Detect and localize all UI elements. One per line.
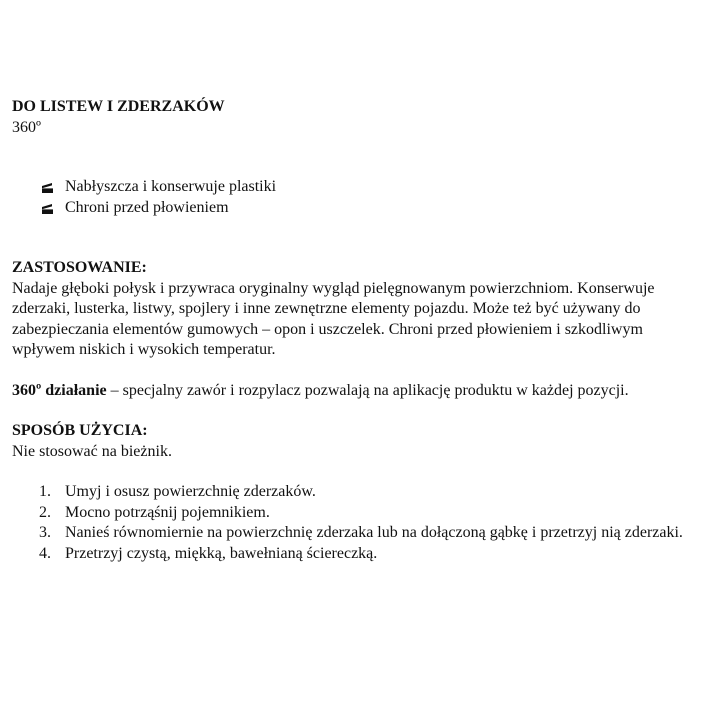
clapperboard-bullet-icon bbox=[42, 204, 53, 214]
bullet-text: Nabłyszcza i konserwuje plastiki bbox=[65, 178, 277, 195]
steps-list bbox=[12, 482, 702, 564]
step-text: Mocno potrząśnij pojemnikiem. bbox=[65, 503, 270, 521]
feature-section bbox=[12, 381, 702, 402]
usage-paragraph: Nadaje głęboki połysk i przywraca oryginalny wygląd pielęgnowanym powierzchniom. Konserwuje zderzaki, lusterka, listwy, spojlery i inne zewnętrzne elementy pojazdu. Może też być używany do zabezpieczania elementów gumowych – opon i uszczelek. Chroni przed płowieniem i szkodliwym wpływem niskich i wysokich temperatur. bbox=[12, 279, 655, 358]
step-number: 1. bbox=[39, 483, 51, 500]
feature-bullet-list bbox=[12, 177, 702, 218]
usage-section bbox=[12, 258, 702, 361]
feature-text: – specjalny zawór i rozpylacz pozwalają na aplikację produktu w każdej pozycji. bbox=[106, 381, 629, 399]
document-body bbox=[12, 97, 702, 564]
step-text: Nanieś równomiernie na powierzchnię zderzaka lub na dołączoną gąbkę i przetrzyj nią zderzaki. bbox=[65, 524, 683, 541]
bullet-text: Chroni przed płowieniem bbox=[65, 198, 229, 216]
clapperboard-bullet-icon bbox=[42, 183, 53, 193]
method-heading: SPOSÓB UŻYCIA: bbox=[12, 422, 148, 439]
usage-heading: ZASTOSOWANIE: bbox=[12, 259, 147, 276]
document-subtitle: 360º bbox=[12, 118, 41, 136]
method-note: Nie stosować na bieżnik. bbox=[12, 442, 172, 460]
list-item bbox=[12, 177, 702, 198]
method-section bbox=[12, 421, 702, 564]
list-item bbox=[12, 523, 702, 544]
step-number: 3. bbox=[39, 524, 51, 541]
step-number: 4. bbox=[39, 544, 51, 562]
step-number: 2. bbox=[39, 503, 51, 521]
list-item bbox=[12, 544, 702, 565]
list-item bbox=[12, 503, 702, 524]
list-item bbox=[12, 198, 702, 219]
step-text: Umyj i osusz powierzchnię zderzaków. bbox=[65, 483, 316, 500]
feature-label: 360º działanie bbox=[12, 381, 107, 399]
list-item bbox=[12, 482, 702, 503]
step-text: Przetrzyj czystą, miękką, bawełnianą ściereczką. bbox=[65, 544, 378, 562]
feature-paragraph bbox=[12, 381, 702, 402]
document-title: DO LISTEW I ZDERZAKÓW bbox=[12, 98, 225, 115]
